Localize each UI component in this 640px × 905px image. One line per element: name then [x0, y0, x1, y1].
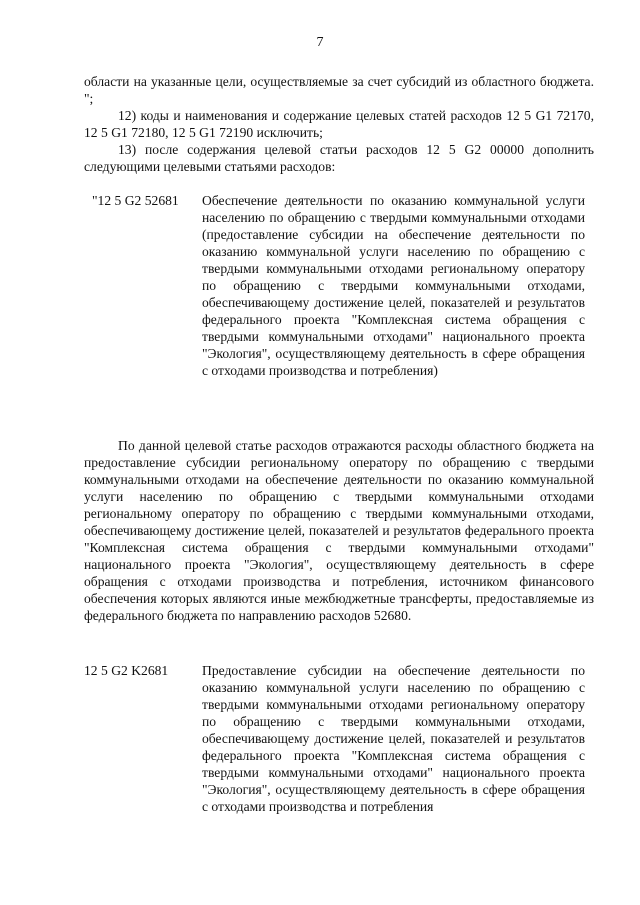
intro-block — [84, 73, 594, 175]
page-number: 7 — [316, 35, 324, 50]
paragraph-expense: По данной целевой статье расходов отражаются расходы областного бюджета на предоставление субсидии региональному оператору по обращению с твердыми коммунальными отходами на обеспечение деятельности по оказанию коммунальной услуги населению по обращению с твердыми коммунальными отходами региональному оператору по обращению с твердыми коммунальными отходами, обеспечивающему достижение целей, показателей и результатов федерального проекта "Комплексная система обращения с твердыми коммунальными отходами" национального проекта "Экология", осуществляющему деятельность в сфере обращения с отходами производства и потребления, источником финансового обеспечения которых являются иные межбюджетные трансферты, предоставляемые из федерального бюджета по направлению расходов 52680. — [84, 438, 594, 623]
article-description-2: Предоставление субсидии на обеспечение деятельности по оказанию коммунальной услуги населению по обращению с твердыми коммунальными отходами региональному оператору по обращению с твердыми коммунальными отходами, обеспечивающему достижение целей, показателей и результатов федерального проекта "Комплексная система обращения с твердыми коммунальными отходами" национального проекта "Экология", осуществляющему деятельность в сфере обращения с отходами производства и потребления — [202, 663, 585, 814]
paragraph-item-13: 13) после содержания целевой статьи расходов 12 5 G2 00000 дополнить следующими целевыми статьями расходов: — [84, 142, 594, 174]
article-code-2: 12 5 G2 K2681 — [84, 663, 169, 678]
paragraph-item-12: 12) коды и наименования и содержание целевых статей расходов 12 5 G1 72170, 12 5 G1 72180, 12 5 G1 72190 исключить; — [84, 108, 594, 140]
article-code-1: "12 5 G2 52681 — [92, 193, 179, 208]
paragraph-intro: области на указанные цели, осуществляемые за счет субсидий из областного бюджета. "; — [84, 74, 594, 106]
article-description-1: Обеспечение деятельности по оказанию коммунальной услуги населению по обращению с твердыми коммунальными отходами (предоставление субсидии на обеспечение деятельности по оказанию коммунальной услуги населению по обращению с твердыми коммунальными отходами региональному оператору по обращению с твердыми коммунальными отходами, обеспечивающему достижение целей, показателей и результатов федерального проекта "Комплексная система обращения с твердыми коммунальными отходами" национального проекта "Экология", осуществляющему деятельность в сфере обращения с отходами производства и потребления) — [202, 193, 585, 378]
expense-paragraph-block — [84, 437, 594, 624]
